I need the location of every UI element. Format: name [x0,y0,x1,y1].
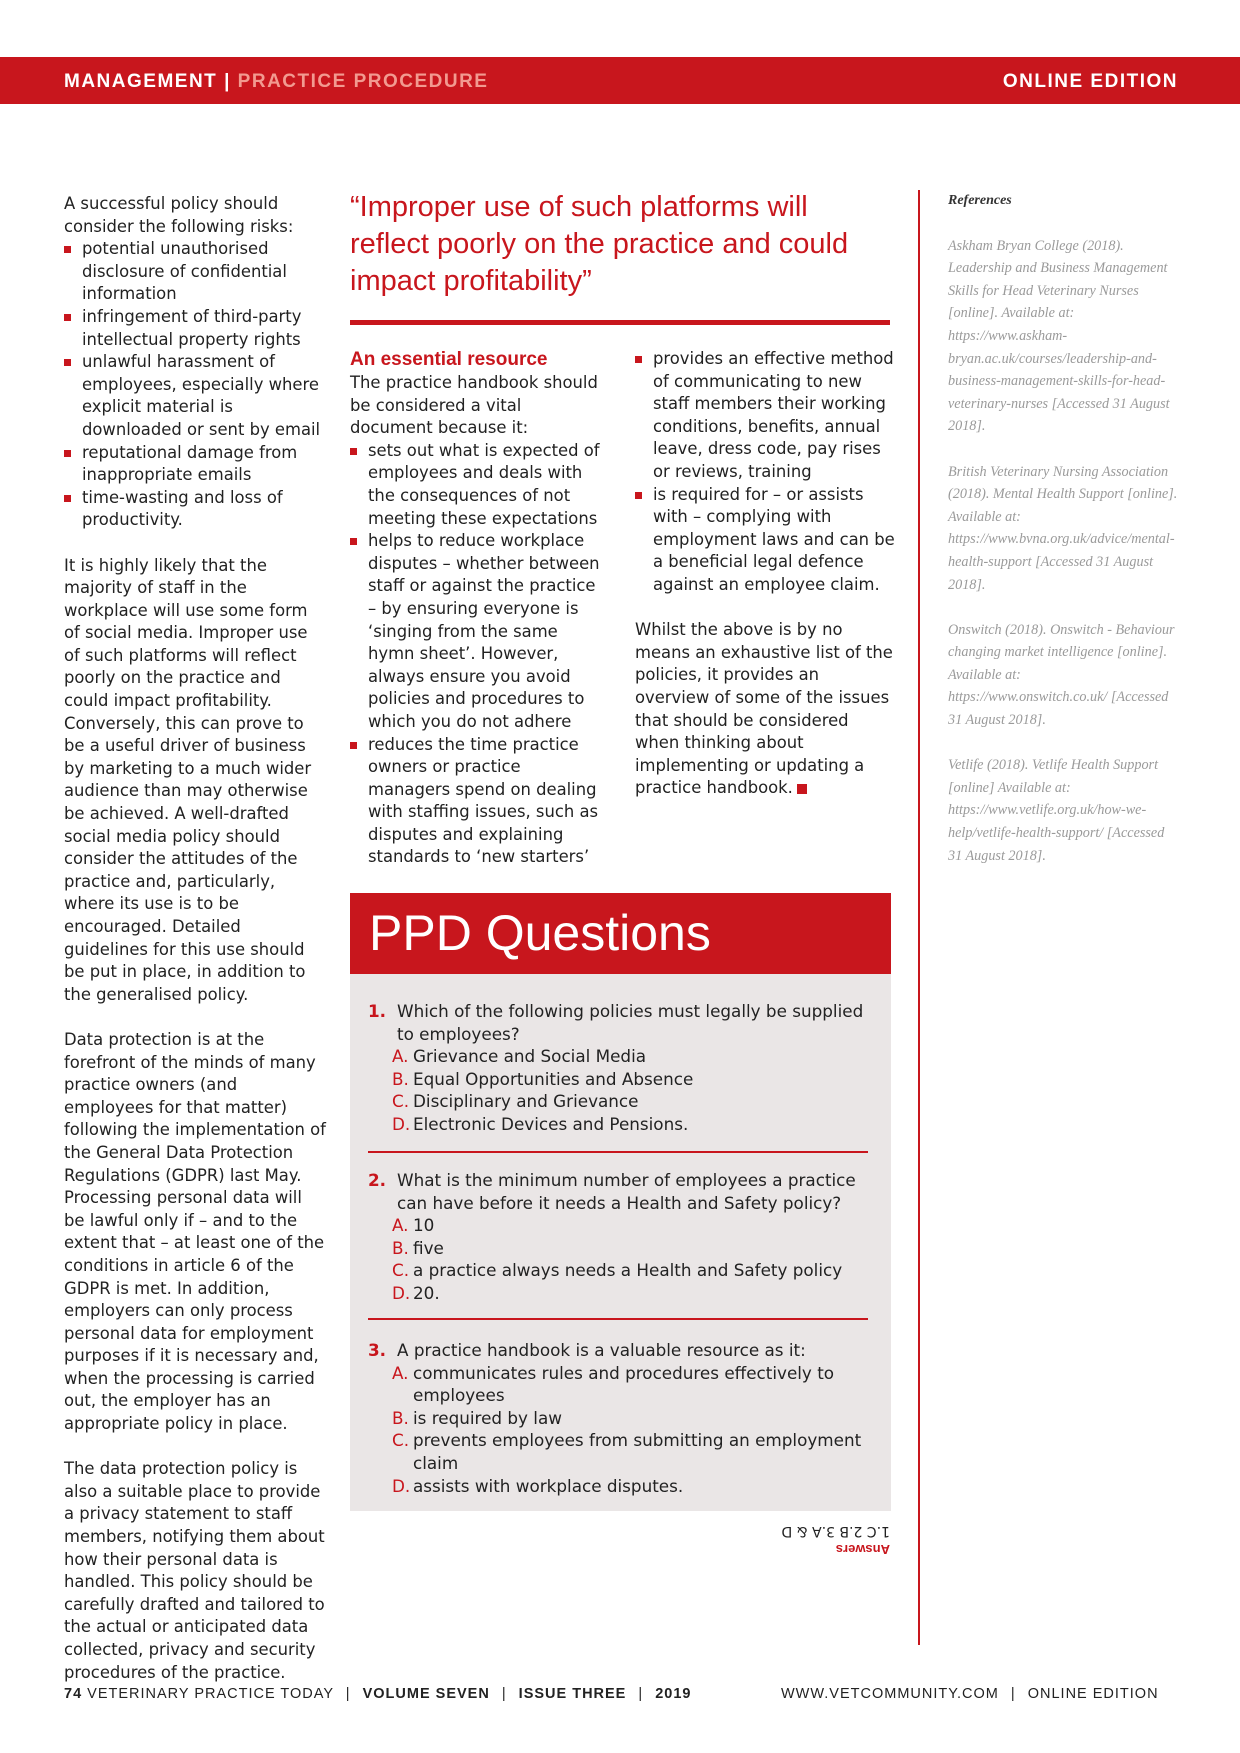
option-text: 20. [413,1282,440,1303]
list-item: unlawful harassment of employees, especially where explicit material is downloaded or sent by email [64,351,326,441]
question-number: 2. [368,1170,387,1190]
option-letter: D. [392,1475,411,1496]
option-letter: C. [392,1430,410,1451]
question-option [392,1407,868,1430]
answers-text: 1.C 2.B 3.A & D [781,1523,890,1539]
publication-name: VETERINARY PRACTICE TODAY [87,1686,334,1702]
question-option [392,1475,868,1498]
list-item: reputational damage from inappropriate emails [64,442,326,487]
question-text: What is the minimum number of employees a practice can have before it needs a Health and Safety policy? [397,1170,856,1213]
footer-separator: | [638,1686,644,1702]
footer-separator: | [1010,1686,1016,1702]
reference-item: Askham Bryan College (2018). Leadership and Business Management Skills for Head Veterinary Nurses [online]. Available at: https://www.askham-bryan.ac.uk/courses/leadership-and-business-management-skills-for-head-veterinary-nurses [Accessed 31 August 2018]. [948,237,1170,435]
reference-item: Vetlife (2018). Vetlife Health Support [online] Available at: https://www.vetlife.org.uk/how-we-help/vetlife-health-support/ [Accessed 31 August 2018]. [948,757,1165,864]
answers-label: Answers [835,1542,890,1557]
option-text: Equal Opportunities and Absence [413,1068,694,1089]
subsection-name: PRACTICE PROCEDURE [237,71,489,92]
question-divider [368,1318,868,1320]
option-letter: B. [392,1237,409,1258]
option-text: five [413,1237,444,1258]
footer-separator: | [501,1686,507,1702]
question-number: 1. [368,1001,387,1021]
left-column [64,193,326,1684]
volume-label: VOLUME SEVEN [362,1686,490,1702]
option-letter: A. [392,1046,409,1067]
pull-quote-rule [350,320,890,325]
option-text: prevents employees from submitting an employment claim [413,1430,862,1473]
option-text: is required by law [413,1407,562,1428]
question-text: A practice handbook is a valuable resource as it: [397,1340,806,1360]
list-item: potential unauthorised disclosure of confidential information [64,238,326,306]
option-letter: C. [392,1091,410,1112]
option-text: Disciplinary and Grievance [413,1091,639,1112]
gdpr-paragraph: Data protection is at the forefront of the minds of many practice owners (and employees for that matter) following the implementation of the General Data Protection Regulations (GDPR) last May. Processing personal data will be lawful only if – and to the extent that – at least one of the conditions in article 6 of the GDPR is met. In addition, employers can only process personal data for employment purposes if it is necessary and, when the processing is carried out, the employer has an appropriate policy in place. [64,1029,326,1434]
footer-right [781,1686,1159,1702]
list-item: sets out what is expected of employees and deals with the consequences of not meeting these expectations [350,440,605,530]
option-letter: B. [392,1407,409,1428]
website-link[interactable]: WWW.VETCOMMUNITY.COM [781,1686,999,1702]
references [948,190,1180,890]
option-text: 10 [413,1215,435,1236]
question-option [392,1113,868,1136]
option-letter: C. [392,1260,410,1281]
essential-heading: An essential resource [350,349,548,370]
column-divider [918,190,920,1645]
option-letter: B. [392,1068,409,1089]
reference-item: Onswitch (2018). Onswitch - Behaviour changing market intelligence [online]. Available at: https://www.onswitch.co.uk/ [Accessed 31 August 2018]. [948,621,1175,729]
section-label [64,71,488,93]
essential-resource-column-2 [635,348,895,800]
list-item: reduces the time practice owners or practice managers spend on dealing with staffing issues, such as disputes and explaining standards to ‘new starters’ [350,734,605,870]
social-media-paragraph: It is highly likely that the majority of staff in the workplace will use some form of social media. Improper use of such platforms will reflect poorly on the practice and could impact profitability. Conversely, this can prove to be a useful driver of business by marketing to a much wider audience than may otherwise be achieved. A well-drafted social media policy should consider the attitudes of the practice and, particularly, where its use is to be encouraged. Detailed guidelines for this use should be put in place, in addition to the generalised policy. [64,555,312,1004]
ppd-question [368,1339,868,1497]
essential-resource-column [350,348,605,869]
footer-edition: ONLINE EDITION [1027,1686,1159,1702]
risks-intro: A successful policy should consider the following risks: [64,194,294,236]
footer-separator: | [345,1686,351,1702]
option-text: Grievance and Social Media [413,1046,647,1067]
answers-block [740,1522,890,1558]
question-option [392,1045,868,1068]
ppd-question [368,1169,868,1305]
list-item: is required for – or assists with – complying with employment laws and can be a beneficial legal defence against an employee claim. [635,484,895,597]
section-name: MANAGEMENT [64,71,218,92]
edition-label: ONLINE EDITION [1002,71,1178,92]
page-number: 74 [64,1686,83,1702]
question-option [392,1237,868,1260]
question-option [392,1214,868,1237]
ppd-title: PPD Questions [369,905,711,961]
option-letter: D. [392,1113,411,1134]
pull-quote: “Improper use of such platforms will reflect poorly on the practice and could impact profitability” [350,191,849,297]
essential-list-left [350,440,605,869]
list-item: time-wasting and loss of productivity. [64,487,326,532]
reference-item: British Veterinary Nursing Association (2018). Mental Health Support [online]. Available at: https://www.bvna.org.uk/advice/mental-health-support [Accessed 31 August 2018]. [948,463,1178,593]
question-divider [368,1151,868,1153]
question-option [392,1282,868,1305]
question-option [392,1090,868,1113]
privacy-paragraph: The data protection policy is also a suitable place to provide a privacy statement to staff members, notifying them about how their personal data is handled. This policy should be carefully drafted and tailored to the actual or anticipated data collected, privacy and security procedures of the practice. [64,1459,325,1682]
ppd-question [368,1000,868,1136]
risks-list [64,238,326,532]
option-text: Electronic Devices and Pensions. [413,1113,689,1134]
list-item: infringement of third-party intellectual property rights [64,306,326,351]
question-number: 3. [368,1340,387,1360]
question-option [392,1429,868,1474]
question-option [392,1362,868,1407]
list-item: provides an effective method of communicating to new staff members their working conditions, benefits, annual leave, dress code, pay rises or reviews, training [635,348,895,484]
section-separator: | [224,71,231,92]
option-text: communicates rules and procedures effectively to employees [413,1362,835,1406]
option-text: assists with workplace disputes. [413,1475,684,1496]
question-option [392,1259,868,1282]
essential-intro: The practice handbook should be considered a vital document because it: [350,373,598,438]
end-mark-icon [797,784,807,794]
question-option [392,1068,868,1091]
year-label: 2019 [655,1686,692,1702]
essential-list-right [635,348,895,597]
footer-left [64,1686,691,1702]
option-letter: A. [392,1215,409,1236]
question-text: Which of the following policies must legally be supplied to employees? [397,1001,864,1044]
option-letter: A. [392,1362,409,1383]
option-letter: D. [392,1282,411,1303]
list-item: helps to reduce workplace disputes – whether between staff or against the practice – by ensuring everyone is ‘singing from the same hymn sheet’. However, always ensure you avoid policies and procedures to which you do not adhere [350,530,605,733]
essential-closing [635,619,895,800]
issue-label: ISSUE THREE [518,1686,627,1702]
option-text: a practice always needs a Health and Safety policy [413,1260,843,1281]
closing-text: Whilst the above is by no means an exhaustive list of the policies, it provides an overview of some of the issues that should be considered when thinking about implementing or updating a practice handbook. [635,620,893,798]
references-heading: References [948,193,1012,208]
